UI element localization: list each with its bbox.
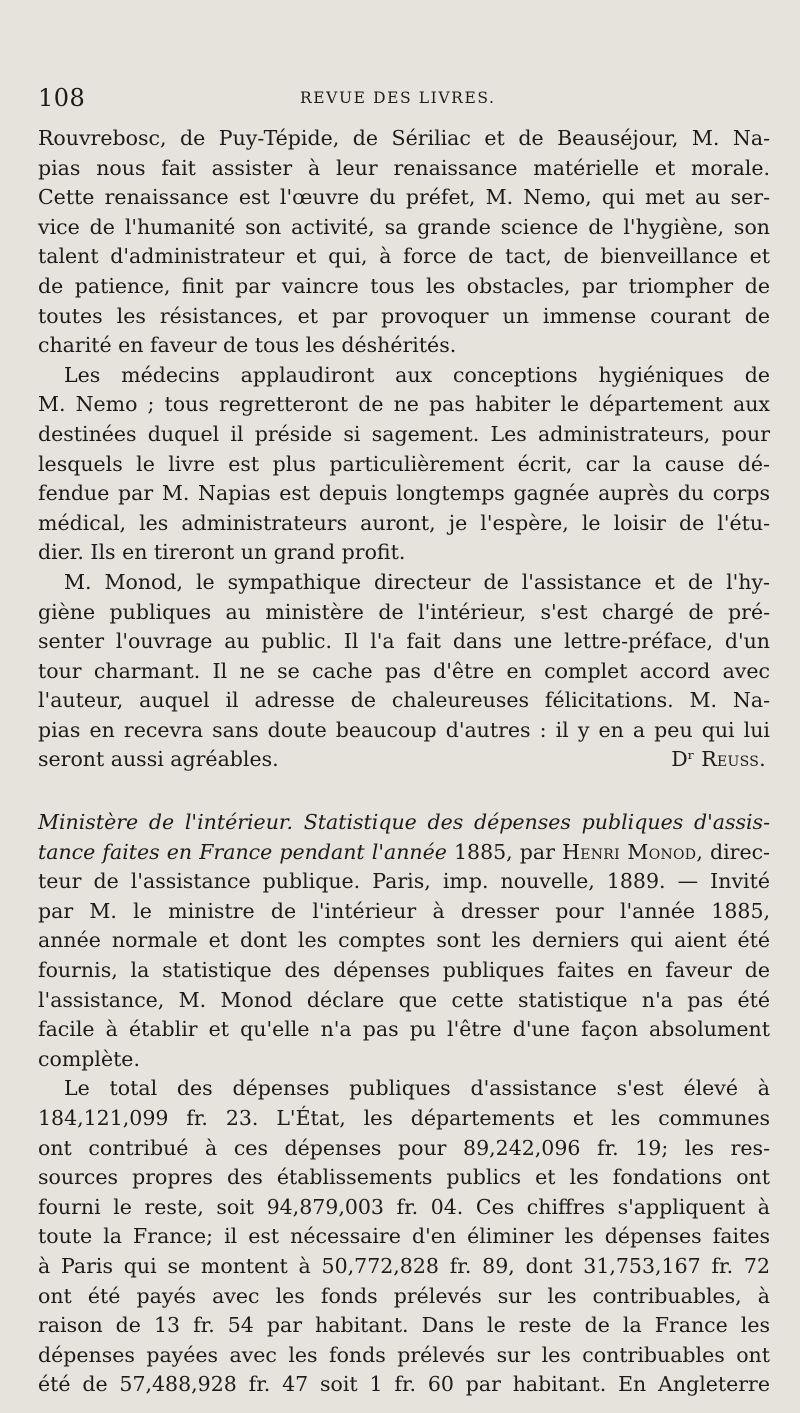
text-line: charité en faveur de tous les déshérités. bbox=[38, 333, 457, 358]
text-line: l'auteur, auquel il adresse de chaleureuses félicitations. M. Na- bbox=[38, 688, 770, 713]
text-line: été de 57,488,928 fr. 47 soit 1 fr. 60 par habitant. En Angleterre bbox=[38, 1372, 770, 1397]
review-title-line bbox=[38, 838, 770, 868]
text-line: M. Monod, le sympathique directeur de l'assistance et de l'hy- bbox=[64, 569, 770, 594]
review-year: 1885, par bbox=[446, 839, 563, 864]
text-line: médical, les administrateurs auront, je l'espère, le loisir de l'étu- bbox=[38, 510, 770, 535]
signature-name: Reuss. bbox=[701, 747, 766, 772]
text-line: teur de l'assistance publique. Paris, imp. nouvelle, 1889. — Invité bbox=[38, 869, 770, 894]
text-line: dier. Ils en tireront un grand profit. bbox=[38, 540, 406, 565]
text-line: fournis, la statistique des dépenses publiques faites en faveur de bbox=[38, 957, 770, 982]
text-line: tour charmant. Il ne se cache pas d'être en complet accord avec bbox=[38, 658, 770, 683]
text-line: 184,121,099 fr. 23. L'État, les départements et les communes bbox=[38, 1105, 770, 1130]
running-title: REVUE DES LIVRES. bbox=[300, 89, 496, 107]
text-line: raison de 13 fr. 54 par habitant. Dans le reste de la France les bbox=[38, 1313, 770, 1338]
text-line: facile à établir et qu'elle n'a pas pu l'être d'une façon absolument bbox=[38, 1017, 770, 1042]
text-line: de patience, finit par vaincre tous les obstacles, par triompher de bbox=[38, 273, 770, 298]
signature bbox=[671, 745, 770, 775]
closing-line bbox=[38, 745, 770, 775]
text-line: pias nous fait assister à leur renaissance matérielle et morale. bbox=[38, 155, 770, 180]
text-line: Cette renaissance est l'œuvre du préfet, M. Nemo, qui met au ser- bbox=[38, 185, 770, 210]
signature-title: Dʳ bbox=[671, 747, 695, 772]
text-line: dépenses payées avec les fonds prélevés sur les contribuables ont bbox=[38, 1342, 770, 1367]
page-number: 108 bbox=[38, 84, 86, 112]
review-title-line bbox=[38, 808, 770, 838]
text-line: sources propres des établissements publics et les fondations ont bbox=[38, 1165, 770, 1190]
text-line: année normale et dont les comptes sont les derniers qui aient été bbox=[38, 928, 770, 953]
text-line: fourni le reste, soit 94,879,003 fr. 04. Ces chiffres s'appliquent à bbox=[38, 1194, 770, 1219]
text-line: toutes les résistances, et par provoquer un immense courant de bbox=[38, 303, 770, 328]
text-line: vice de l'humanité son activité, sa grande science de l'hygiène, son bbox=[38, 214, 770, 239]
review-author: Henri Monod bbox=[562, 839, 697, 864]
review-monod bbox=[38, 808, 770, 1400]
review-title: tance faites en France pendant l'année bbox=[38, 839, 447, 864]
text-line: toute la France; il est nécessaire d'en éliminer les dépenses faites bbox=[38, 1224, 770, 1249]
review-title: Ministère de l'intérieur. Statistique des dépenses publiques d'assis- bbox=[38, 810, 770, 834]
review-napias bbox=[38, 124, 770, 775]
review-title-rest: , direc- bbox=[696, 839, 770, 864]
text-line: talent d'administrateur et qui, à force de tact, de bienveillance et bbox=[38, 244, 770, 269]
text-line: destinées duquel il préside si sagement. Les administrateurs, pour bbox=[38, 421, 770, 446]
text-line: complète. bbox=[38, 1046, 140, 1071]
text-line: à Paris qui se montent à 50,772,828 fr. 89, dont 31,753,167 fr. 72 bbox=[38, 1253, 770, 1278]
text-line: ont contribué à ces dépenses pour 89,242,096 fr. 19; les res- bbox=[38, 1135, 770, 1160]
text-line: l'assistance, M. Monod déclare que cette statistique n'a pas été bbox=[38, 987, 770, 1012]
text-line: ont été payés avec les fonds prélevés sur les contribuables, à bbox=[38, 1283, 770, 1308]
text-line: senter l'ouvrage au public. Il l'a fait dans une lettre-préface, d'un bbox=[38, 629, 770, 654]
text-line: fendue par M. Napias est depuis longtemps gagnée auprès du corps bbox=[38, 481, 770, 506]
page-header bbox=[38, 84, 760, 118]
text-line: par M. le ministre de l'intérieur à dresser pour l'année 1885, bbox=[38, 898, 770, 923]
text-line: lesquels le livre est plus particulièrement écrit, car la cause dé- bbox=[38, 451, 770, 476]
text-line: Rouvrebosc, de Puy-Tépide, de Sériliac et de Beauséjour, M. Na- bbox=[38, 126, 770, 150]
text-line: giène publiques au ministère de l'intérieur, s'est chargé de pré- bbox=[38, 599, 770, 624]
text-line: seront aussi agréables. bbox=[38, 747, 279, 772]
text-line: M. Nemo ; tous regretteront de ne pas habiter le département aux bbox=[38, 392, 770, 417]
text-line: pias en recevra sans doute beaucoup d'autres : il y en a peu qui lui bbox=[38, 717, 770, 742]
text-line: Le total des dépenses publiques d'assistance s'est élevé à bbox=[64, 1076, 770, 1101]
text-line: Les médecins applaudiront aux conceptions hygiéniques de bbox=[64, 362, 770, 387]
